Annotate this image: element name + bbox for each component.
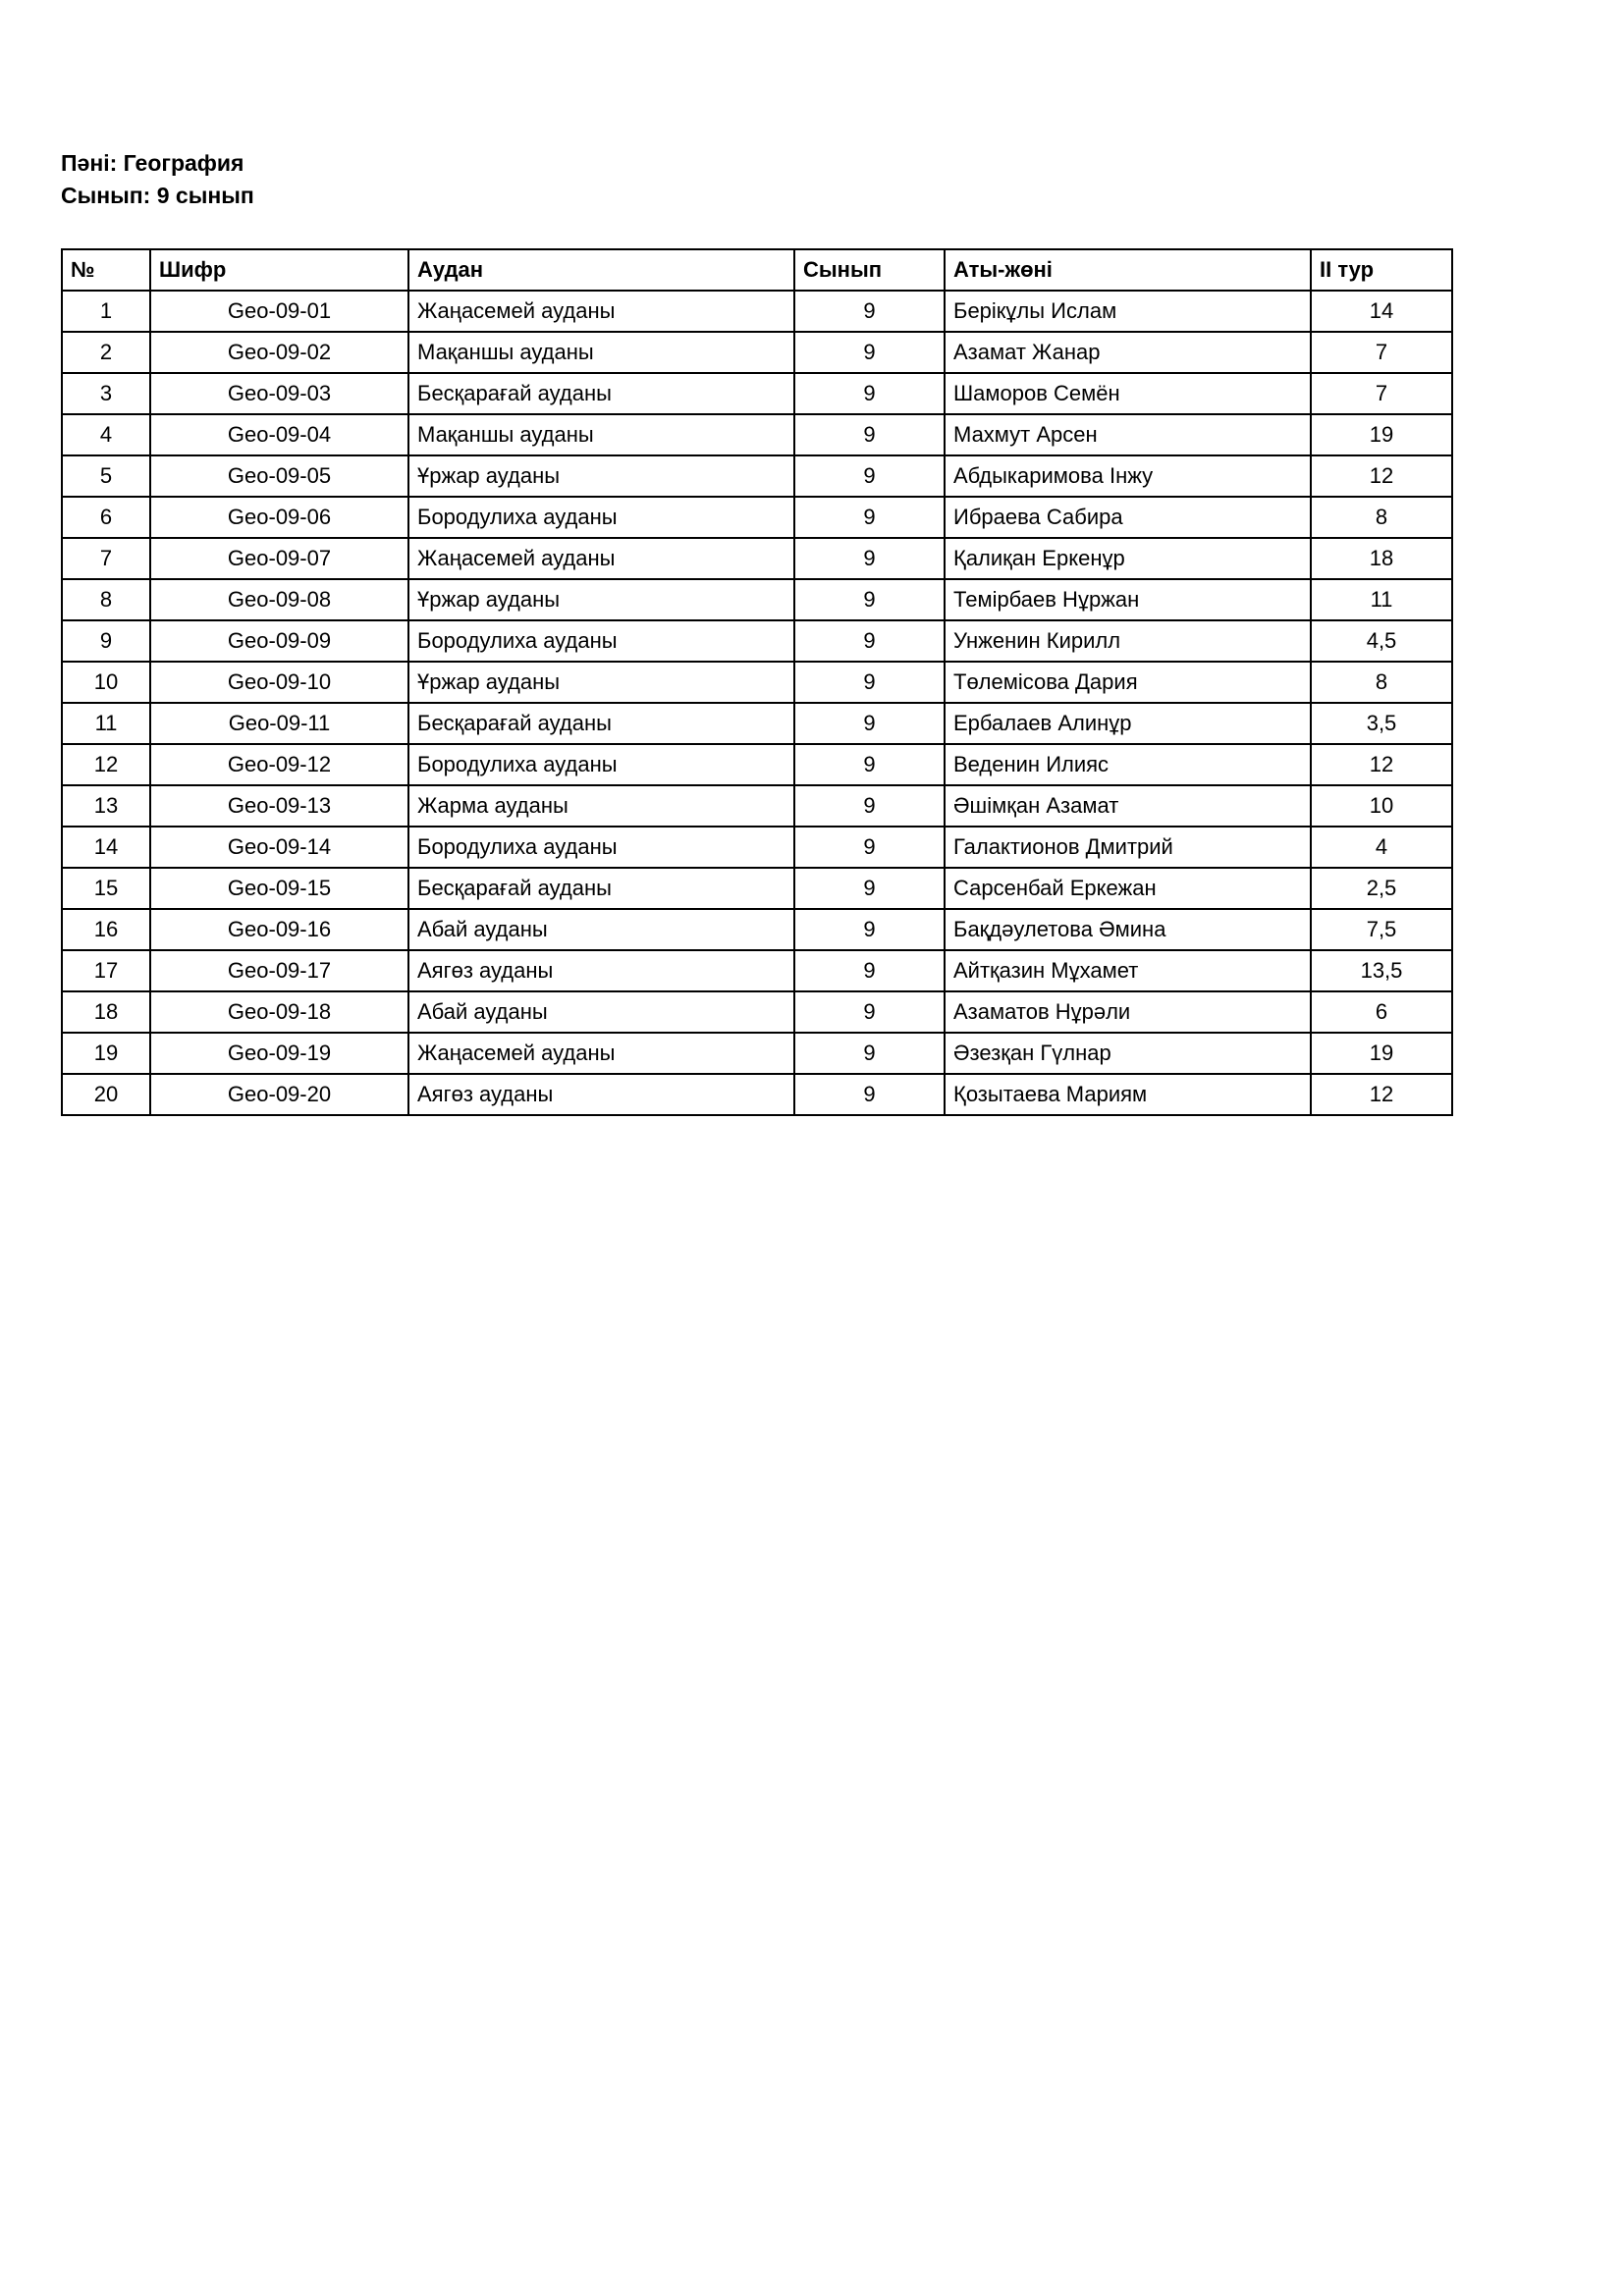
cell-number: 5	[62, 455, 150, 497]
cell-code: Geo-09-09	[150, 620, 408, 662]
table-row	[62, 827, 1452, 868]
cell-number: 15	[62, 868, 150, 909]
cell-fullname: Махмут Арсен	[945, 414, 1311, 455]
table-row	[62, 744, 1452, 785]
cell-tour2: 4,5	[1311, 620, 1452, 662]
cell-fullname: Унженин Кирилл	[945, 620, 1311, 662]
cell-district: Ұржар ауданы	[408, 455, 794, 497]
cell-class: 9	[794, 1074, 945, 1115]
cell-class: 9	[794, 1033, 945, 1074]
cell-tour2: 12	[1311, 455, 1452, 497]
cell-number: 18	[62, 991, 150, 1033]
cell-class: 9	[794, 703, 945, 744]
table-row	[62, 538, 1452, 579]
cell-number: 10	[62, 662, 150, 703]
cell-fullname: Азамат Жанар	[945, 332, 1311, 373]
cell-class: 9	[794, 373, 945, 414]
column-header-code: Шифр	[150, 249, 408, 291]
cell-code: Geo-09-07	[150, 538, 408, 579]
cell-class: 9	[794, 991, 945, 1033]
cell-tour2: 7	[1311, 332, 1452, 373]
cell-district: Ұржар ауданы	[408, 579, 794, 620]
cell-fullname: Азаматов Нұрәли	[945, 991, 1311, 1033]
cell-tour2: 19	[1311, 414, 1452, 455]
table-row	[62, 373, 1452, 414]
cell-class: 9	[794, 950, 945, 991]
table-row	[62, 291, 1452, 332]
column-header-number: №	[62, 249, 150, 291]
table-row	[62, 620, 1452, 662]
cell-fullname: Айтқазин Мұхамет	[945, 950, 1311, 991]
cell-number: 2	[62, 332, 150, 373]
cell-number: 11	[62, 703, 150, 744]
table-header-row	[62, 249, 1452, 291]
cell-fullname: Ербалаев Алинұр	[945, 703, 1311, 744]
cell-tour2: 4	[1311, 827, 1452, 868]
cell-fullname: Веденин Илияс	[945, 744, 1311, 785]
cell-number: 9	[62, 620, 150, 662]
cell-code: Geo-09-10	[150, 662, 408, 703]
cell-district: Жаңасемей ауданы	[408, 1033, 794, 1074]
table-row	[62, 785, 1452, 827]
cell-district: Абай ауданы	[408, 991, 794, 1033]
cell-number: 3	[62, 373, 150, 414]
cell-code: Geo-09-05	[150, 455, 408, 497]
cell-tour2: 7,5	[1311, 909, 1452, 950]
cell-fullname: Төлемісова Дария	[945, 662, 1311, 703]
cell-code: Geo-09-18	[150, 991, 408, 1033]
cell-number: 12	[62, 744, 150, 785]
subject-line: Пәні: География	[61, 150, 244, 176]
cell-code: Geo-09-17	[150, 950, 408, 991]
cell-class: 9	[794, 414, 945, 455]
cell-class: 9	[794, 332, 945, 373]
class-line: Сынып: 9 сынып	[61, 183, 254, 209]
cell-code: Geo-09-19	[150, 1033, 408, 1074]
cell-tour2: 6	[1311, 991, 1452, 1033]
cell-class: 9	[794, 785, 945, 827]
cell-class: 9	[794, 827, 945, 868]
cell-district: Абай ауданы	[408, 909, 794, 950]
cell-fullname: Галактионов Дмитрий	[945, 827, 1311, 868]
cell-fullname: Темірбаев Нұржан	[945, 579, 1311, 620]
results-table	[61, 248, 1453, 1116]
cell-number: 13	[62, 785, 150, 827]
table-row	[62, 332, 1452, 373]
cell-code: Geo-09-08	[150, 579, 408, 620]
cell-district: Аягөз ауданы	[408, 1074, 794, 1115]
table-row	[62, 991, 1452, 1033]
cell-district: Жаңасемей ауданы	[408, 538, 794, 579]
table-row	[62, 497, 1452, 538]
cell-class: 9	[794, 909, 945, 950]
cell-tour2: 18	[1311, 538, 1452, 579]
column-header-fullname: Аты-жөні	[945, 249, 1311, 291]
table-row	[62, 868, 1452, 909]
cell-fullname: Қозытаева Мариям	[945, 1074, 1311, 1115]
table-row	[62, 414, 1452, 455]
cell-district: Аягөз ауданы	[408, 950, 794, 991]
cell-code: Geo-09-12	[150, 744, 408, 785]
column-header-district: Аудан	[408, 249, 794, 291]
cell-tour2: 12	[1311, 744, 1452, 785]
cell-class: 9	[794, 868, 945, 909]
column-header-tour2: II тур	[1311, 249, 1452, 291]
cell-tour2: 13,5	[1311, 950, 1452, 991]
cell-class: 9	[794, 662, 945, 703]
table-row	[62, 950, 1452, 991]
cell-class: 9	[794, 579, 945, 620]
cell-class: 9	[794, 744, 945, 785]
cell-tour2: 7	[1311, 373, 1452, 414]
table-row	[62, 1033, 1452, 1074]
table-header	[62, 249, 1452, 291]
cell-fullname: Ибраева Сабира	[945, 497, 1311, 538]
cell-fullname: Сарсенбай Еркежан	[945, 868, 1311, 909]
table-row	[62, 455, 1452, 497]
cell-tour2: 11	[1311, 579, 1452, 620]
cell-district: Бородулиха ауданы	[408, 497, 794, 538]
cell-code: Geo-09-03	[150, 373, 408, 414]
cell-code: Geo-09-01	[150, 291, 408, 332]
cell-fullname: Бақдәулетова Әмина	[945, 909, 1311, 950]
cell-class: 9	[794, 455, 945, 497]
cell-fullname: Берікұлы Ислам	[945, 291, 1311, 332]
cell-class: 9	[794, 538, 945, 579]
cell-number: 1	[62, 291, 150, 332]
cell-class: 9	[794, 620, 945, 662]
table-row	[62, 1074, 1452, 1115]
cell-code: Geo-09-11	[150, 703, 408, 744]
table-row	[62, 703, 1452, 744]
cell-class: 9	[794, 291, 945, 332]
cell-district: Бесқарағай ауданы	[408, 373, 794, 414]
cell-code: Geo-09-16	[150, 909, 408, 950]
cell-code: Geo-09-02	[150, 332, 408, 373]
cell-district: Мақаншы ауданы	[408, 332, 794, 373]
cell-code: Geo-09-14	[150, 827, 408, 868]
cell-fullname: Әзезқан Гүлнар	[945, 1033, 1311, 1074]
cell-district: Бородулиха ауданы	[408, 620, 794, 662]
cell-code: Geo-09-20	[150, 1074, 408, 1115]
table-row	[62, 909, 1452, 950]
cell-district: Жаңасемей ауданы	[408, 291, 794, 332]
cell-district: Бородулиха ауданы	[408, 744, 794, 785]
cell-class: 9	[794, 497, 945, 538]
table-row	[62, 662, 1452, 703]
cell-number: 16	[62, 909, 150, 950]
cell-district: Жарма ауданы	[408, 785, 794, 827]
cell-fullname: Қалиқан Еркенұр	[945, 538, 1311, 579]
cell-code: Geo-09-04	[150, 414, 408, 455]
cell-number: 7	[62, 538, 150, 579]
cell-number: 17	[62, 950, 150, 991]
cell-number: 8	[62, 579, 150, 620]
cell-tour2: 2,5	[1311, 868, 1452, 909]
cell-number: 6	[62, 497, 150, 538]
cell-district: Мақаншы ауданы	[408, 414, 794, 455]
cell-district: Бесқарағай ауданы	[408, 868, 794, 909]
document-header	[61, 147, 1506, 213]
cell-fullname: Шаморов Семён	[945, 373, 1311, 414]
cell-district: Ұржар ауданы	[408, 662, 794, 703]
cell-fullname: Абдыкаримова Інжу	[945, 455, 1311, 497]
cell-tour2: 8	[1311, 662, 1452, 703]
cell-tour2: 19	[1311, 1033, 1452, 1074]
cell-district: Бесқарағай ауданы	[408, 703, 794, 744]
column-header-class: Сынып	[794, 249, 945, 291]
cell-fullname: Әшімқан Азамат	[945, 785, 1311, 827]
cell-number: 14	[62, 827, 150, 868]
cell-code: Geo-09-06	[150, 497, 408, 538]
cell-tour2: 8	[1311, 497, 1452, 538]
cell-tour2: 14	[1311, 291, 1452, 332]
cell-number: 20	[62, 1074, 150, 1115]
cell-code: Geo-09-13	[150, 785, 408, 827]
cell-code: Geo-09-15	[150, 868, 408, 909]
cell-number: 4	[62, 414, 150, 455]
table-body	[62, 291, 1452, 1115]
cell-number: 19	[62, 1033, 150, 1074]
cell-tour2: 3,5	[1311, 703, 1452, 744]
cell-district: Бородулиха ауданы	[408, 827, 794, 868]
table-row	[62, 579, 1452, 620]
cell-tour2: 12	[1311, 1074, 1452, 1115]
cell-tour2: 10	[1311, 785, 1452, 827]
